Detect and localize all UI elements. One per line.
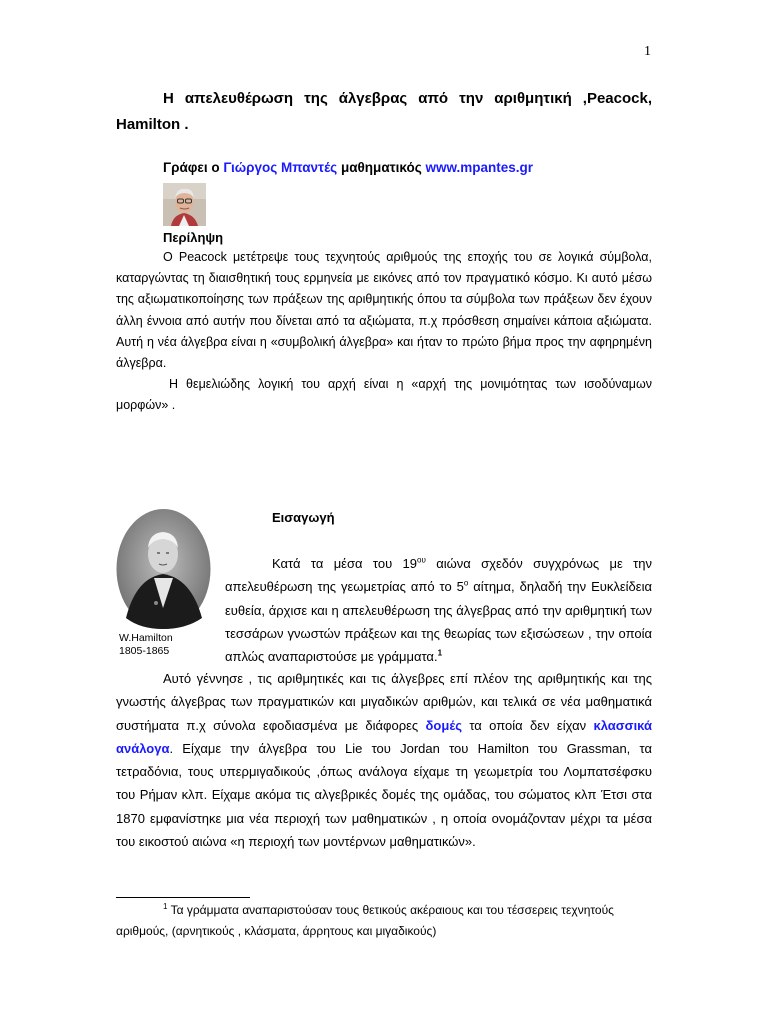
hamilton-caption-years: 1805-1865 [119,645,170,657]
title-line-1: Η απελευθέρωση της άλγεβρας από την αριθμητική ,Peacock, [163,90,652,107]
author-name: Γιώργος Μπαντές [223,160,338,175]
author-line [163,160,533,175]
document-title [116,86,652,138]
author-website-link[interactable]: www.mpantes.gr [425,160,534,175]
intro-text-segment: τα οποία δεν είχαν [461,717,594,733]
summary-paragraph: Η θεμελιώδης λογική του αρχή είναι η «αρχή της μονιμότητας των ισοδύναμων μορφών» . [116,377,652,413]
intro-heading: Εισαγωγή [272,510,335,525]
intro-text-segment: Αυτό γέννησε , τις αριθμητικές και τις άλγεβρες επί πλέον της αριθμητικής και της γνωστής άλγεβρας των πραγματικών και μιγαδικών αριθμών, και τελικά σε νέα μαθηματικά συστήματα π.χ σύνολα εφοδιασμένα με διάφορες [116,671,652,733]
highlight-domes: δομές [425,717,462,733]
footnote-mark: 1 [163,902,168,911]
page-number: 1 [644,44,651,59]
superscript: ου [417,555,426,565]
footnote-text [116,900,652,942]
intro-text-segment: Κατά τα μέσα του 19 [272,556,418,571]
intro-main-text [116,667,652,853]
footnote-body: Τα γράμματα αναπαριστούσαν τους θετικούς ακέραιους και του τέσσερεις τεχνητούς αριθμούς, (αρνητικούς , κλάσματα, άρρητους και μιγαδικούς) [116,903,614,938]
hamilton-caption-name: W.Hamilton [119,632,173,644]
summary-text [116,247,652,417]
intro-paragraph-1 [225,552,652,668]
summary-heading: Περίληψη [163,230,224,245]
footnote-reference[interactable]: 1 [437,648,443,658]
hamilton-caption [119,632,173,658]
intro-side-text [225,552,652,668]
footnote-divider [116,897,250,898]
intro-text-segment: . Είχαμε την άλγεβρα του Lie του Jordan του Hamilton του Grassman, τα τετραδόνια, τους υπερμιγαδικούς ,όπως ανάλογα είχαμε τη γεωμετρία του Λομπατσέφσκυ του Ρήμαν κλπ. Είχαμε ακόμα τις αλγεβρικές δομές της ομάδας, του σώματος κλπ Έτσι στα 1870 εμφανίστηκε μια νέα περιοχή των μαθηματικών , η οποία ονομάζονταν μέχρι τα μέσα του εικοστού αιώνα «η περιοχή των μοντέρνων μαθηματικών». [116,740,652,850]
author-role: μαθηματικός [337,160,426,175]
footnote [116,900,652,942]
hamilton-portrait [116,508,211,630]
intro-text-segment: αιώνα σχεδόν συγχρόνως με την απελευθέρωση της γεωμετρίας από το 5 [225,556,653,595]
intro-text-segment: αίτημα, δηλαδή την Ευκλείδεια ευθεία, άρχισε και η απελευθέρωση της άλγεβρας από την αριθμητική των τεσσάρων γνωστών πράξεων και της θεωρίας των εξισώσεων , την οποία απλώς αναπαριστούσε με γράμματα. [225,579,652,665]
superscript: ο [463,578,469,588]
highlight-classical-analogs: κλασσικά ανάλογα [116,717,652,756]
author-prefix: Γράφει ο [163,160,224,175]
summary-paragraph: Ο Peacock μετέτρεψε τους τεχνητούς αριθμούς της εποχής του σε λογικά σύμβολα, καταργώντας τη διαισθητική τους ερμηνεία με εικόνες από τον πραγματικό κόσμο. Κι αυτό μέσω της αξιωματικοποίησης των πράξεων της αριθμητικής όπου τα σύμβολα των πράξεων δεν έχουν άλλη έννοια από αυτήν που δίνεται από τα αξιώματα, π.χ πρόσθεση σημαίνει κάποια αξιώματα. Αυτή η νέα άλγεβρα είναι η «συμβολική άλγεβρα» και ήταν το πρώτο βήμα προς την αφηρημένη άλγεβρα. [116,250,652,371]
intro-paragraph-2 [116,667,652,853]
author-photo [163,183,206,226]
title-line-2: Hamilton . [116,116,189,133]
